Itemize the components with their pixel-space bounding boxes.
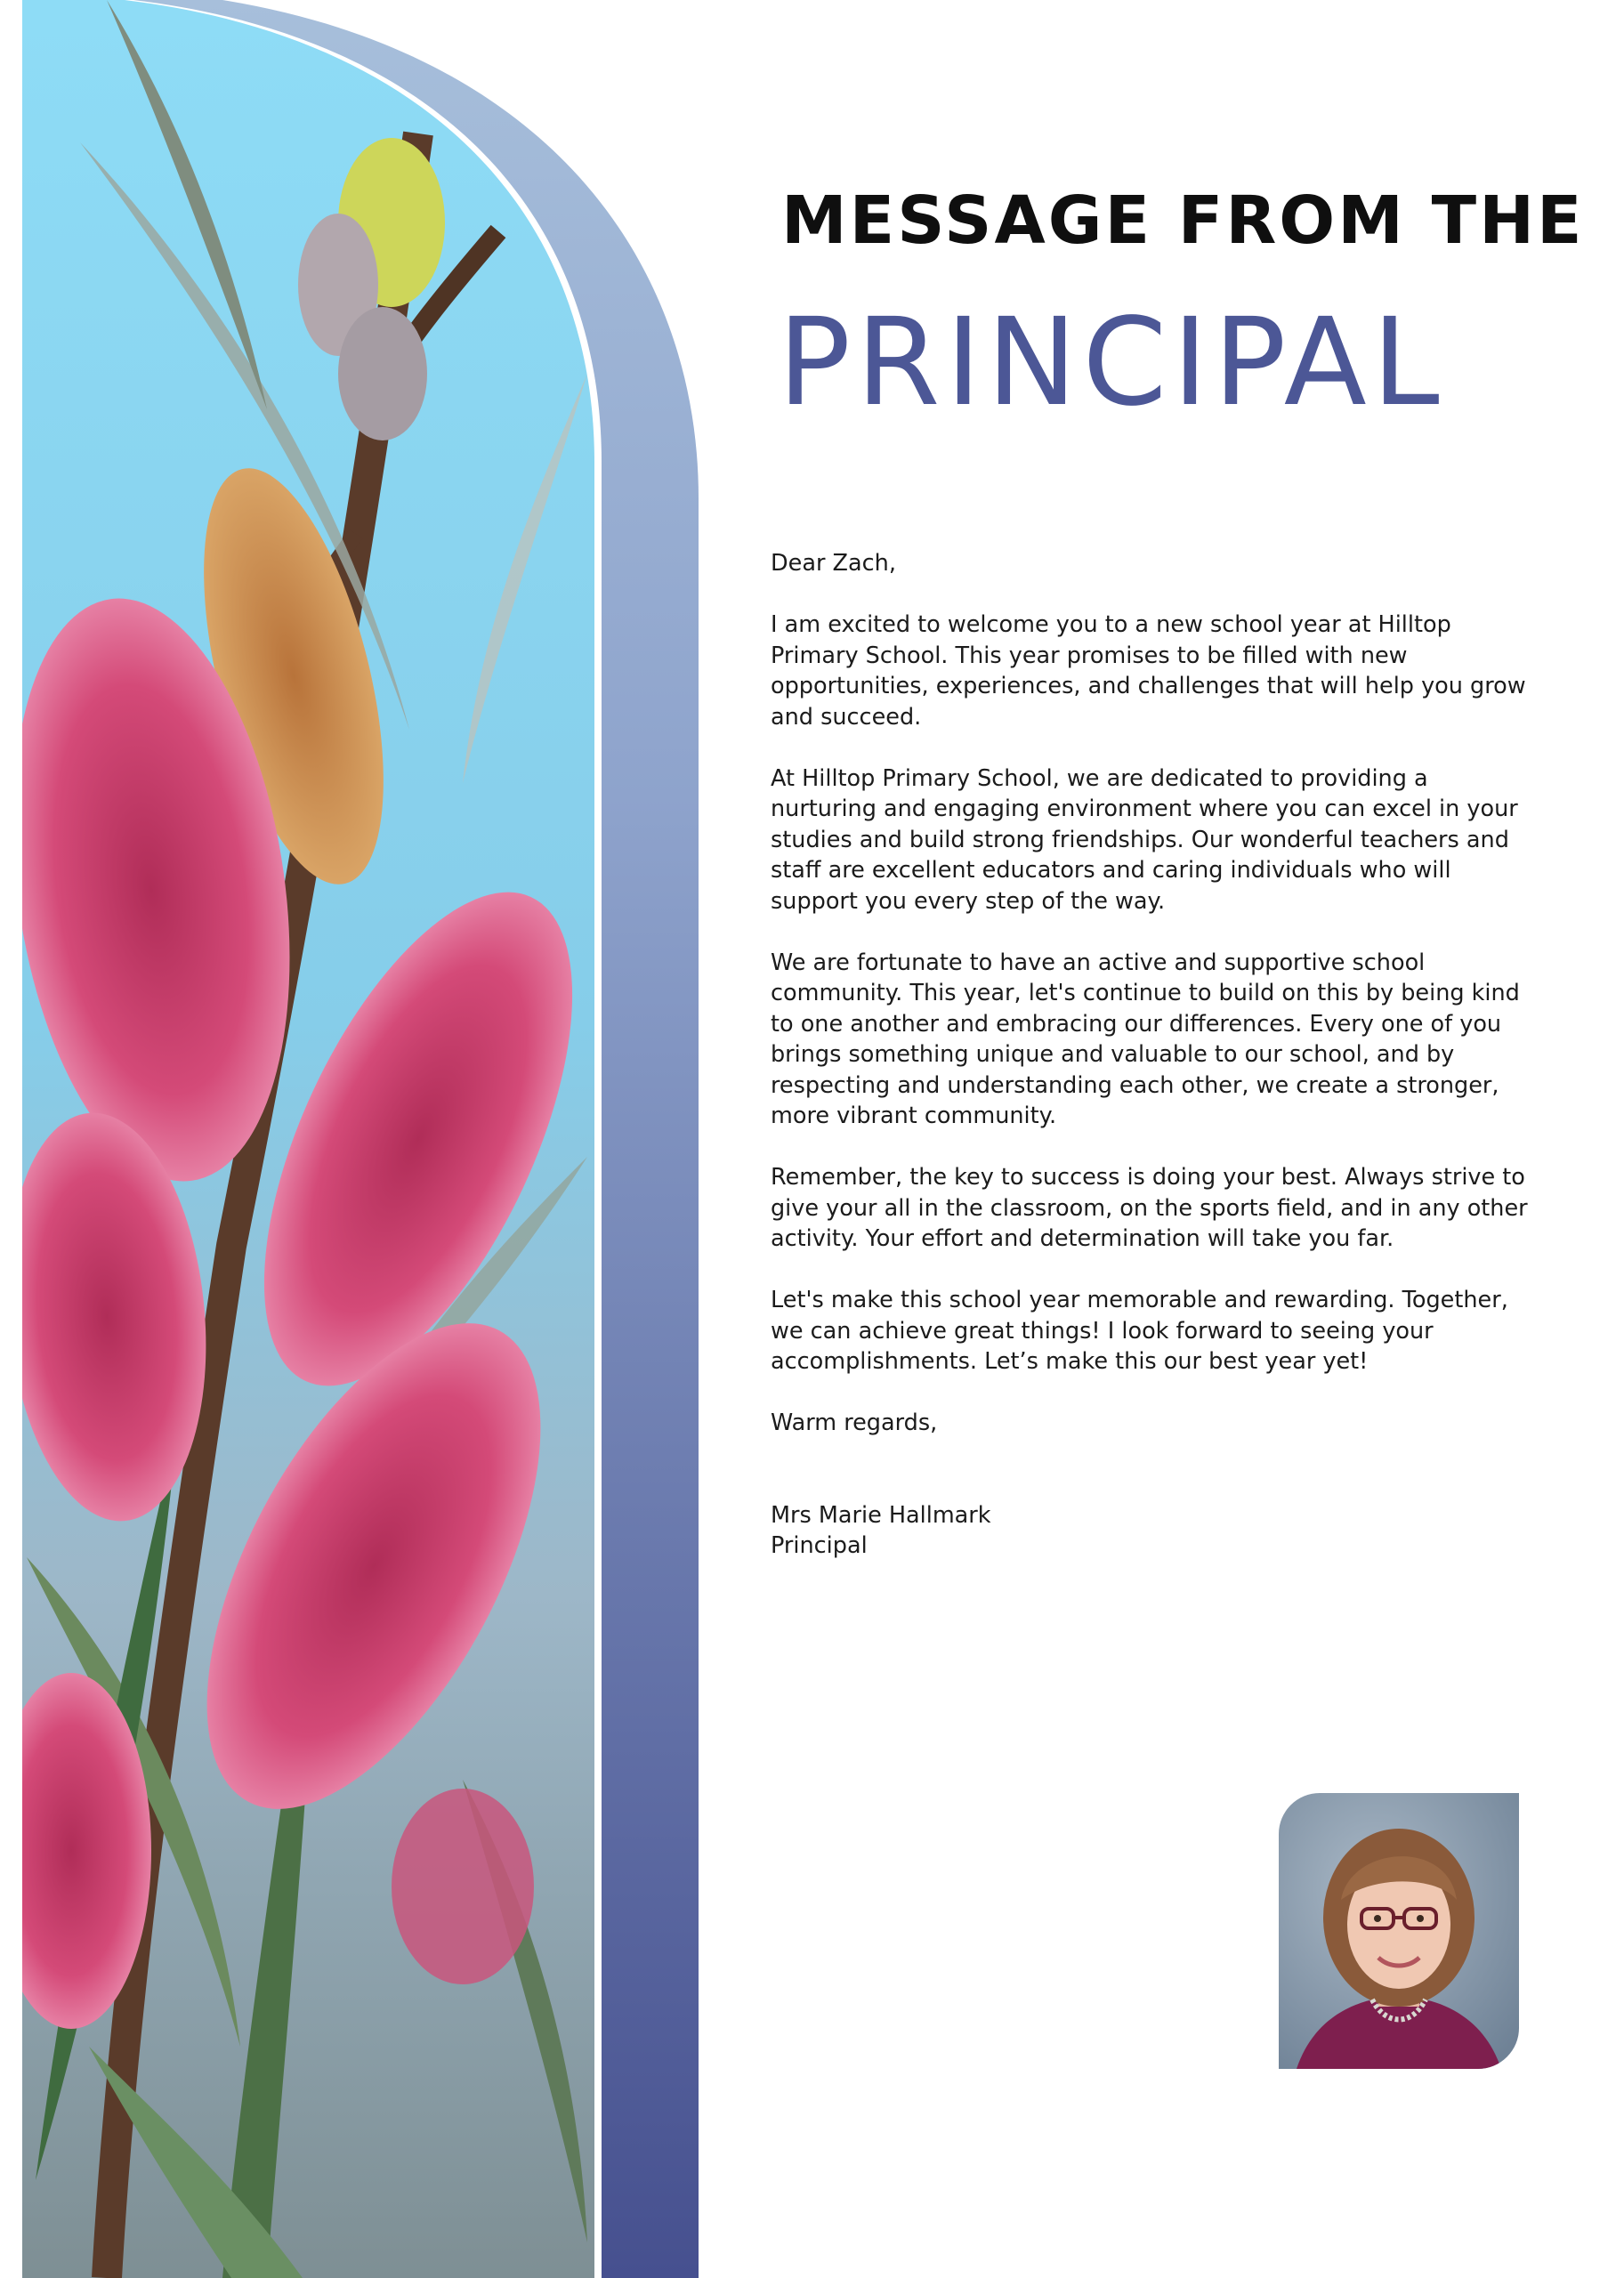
letter-paragraph: I am excited to welcome you to a new school year at Hilltop Primary School. This year promises to be filled with new opportunities, experiences, and challenges that will help you grow and succeed. xyxy=(771,611,1526,731)
signature-title: Principal xyxy=(771,1532,868,1559)
letter-body xyxy=(771,548,1536,1562)
flower-photo-panel xyxy=(0,0,721,2278)
letter-closing: Warm regards, xyxy=(771,1410,938,1436)
signature-block xyxy=(771,1500,1536,1562)
title-line-2: PRINCIPAL xyxy=(778,293,1445,433)
letter-paragraph: Let's make this school year memorable and rewarding. Together, we can achieve great things! I look forward to seeing your accomplishments. Let’s make this our best year yet! xyxy=(771,1287,1508,1375)
signature-name: Mrs Marie Hallmark xyxy=(771,1501,991,1529)
title-line-1: MESSAGE FROM THE xyxy=(781,182,1585,259)
letter-paragraph: We are fortunate to have an active and supportive school community. This year, let's continue to build on this by being kind to one another and embracing our differences. Every one of you brings something unique and valuable to our school, and by respecting and understanding each other, we create a stronger, more vibrant community. xyxy=(771,949,1520,1129)
letter-paragraph: Remember, the key to success is doing your best. Always strive to give your all in the classroom, on the sports field, and in any other activity. Your effort and determination will take you far. xyxy=(771,1164,1528,1252)
letter-greeting: Dear Zach, xyxy=(771,550,896,577)
principal-portrait-icon xyxy=(1279,1793,1519,2069)
letter-paragraph: At Hilltop Primary School, we are dedicated to providing a nurturing and engaging environment where you can excel in your studies and build strong friendships. Our wonderful teachers and staff are excellent educators and caring individuals who will support you every step of the way. xyxy=(771,764,1518,915)
banksia-flower-photo-icon xyxy=(0,0,721,2278)
